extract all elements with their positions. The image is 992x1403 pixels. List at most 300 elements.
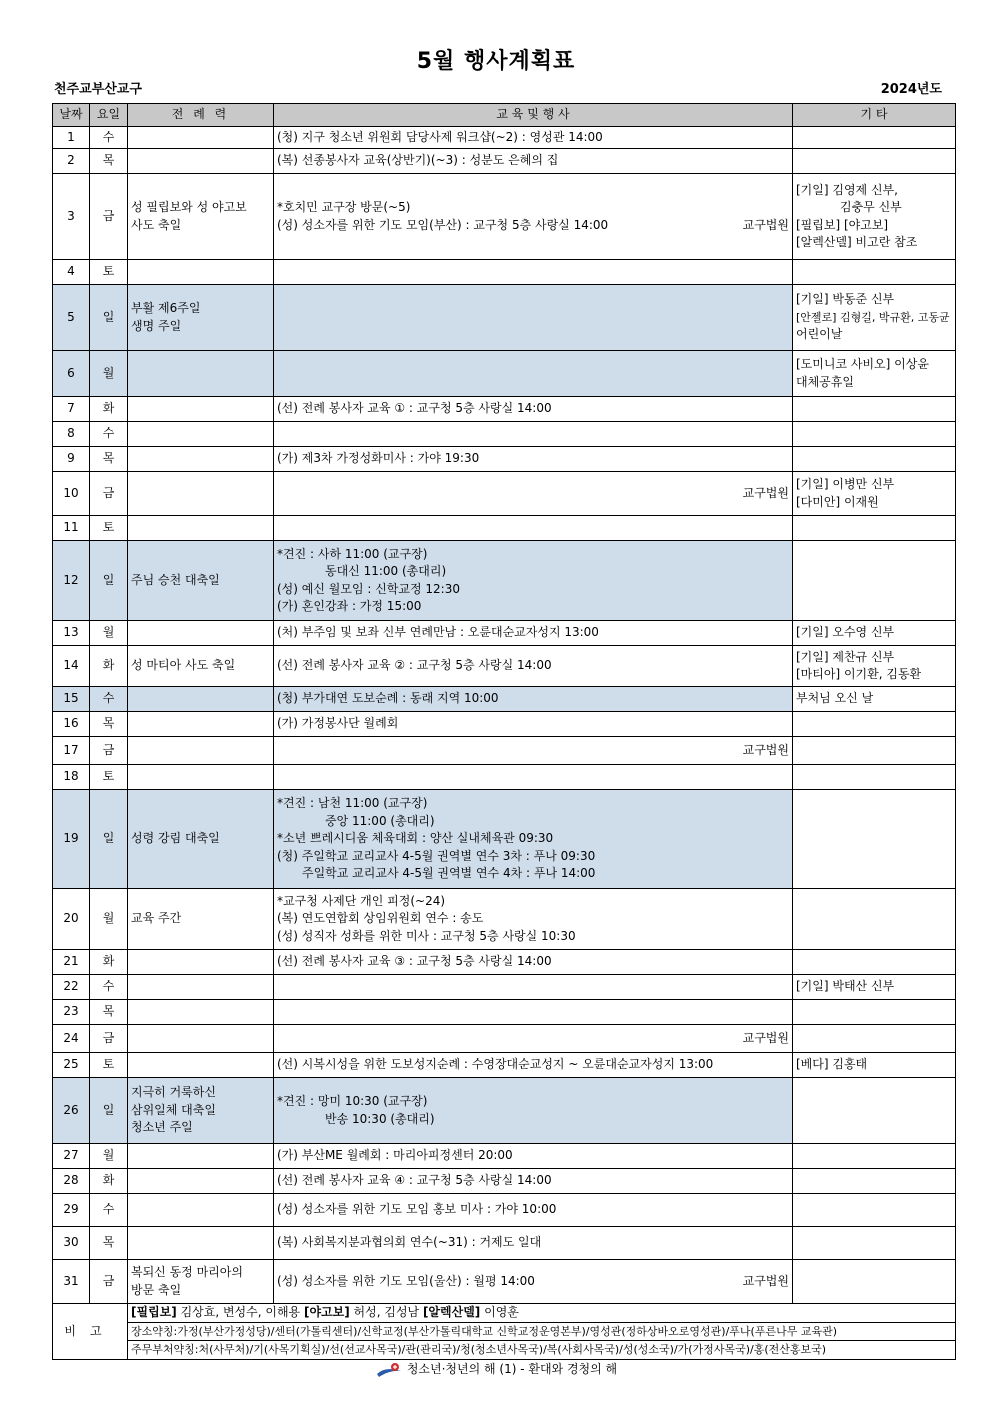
table-row: [53, 1260, 956, 1304]
cell-events: [274, 975, 793, 1000]
cell-events: [274, 422, 793, 447]
cell-date: 15: [53, 687, 90, 712]
cell-day-of-week: 금: [90, 472, 128, 516]
cell-other: [793, 1227, 956, 1260]
table-row: [53, 447, 956, 472]
event-line: [277, 217, 789, 235]
liturgy-line: 생명 주일: [131, 318, 182, 333]
cell-other: [793, 621, 956, 646]
cell-date: 16: [53, 712, 90, 737]
cell-date: 23: [53, 1000, 90, 1025]
cell-date: 9: [53, 447, 90, 472]
event-text: (가) 제3차 가정성화미사 : 가야 19:30: [277, 451, 480, 466]
cell-day-of-week: 화: [90, 397, 128, 422]
table-row: [53, 975, 956, 1000]
liturgy-line: 삼위일체 대축일: [131, 1102, 216, 1117]
cell-other: [793, 174, 956, 260]
cell-liturgy: [128, 260, 274, 285]
cell-date: 11: [53, 516, 90, 541]
event-line: [277, 1147, 789, 1165]
cell-events: [274, 889, 793, 950]
event-line: [277, 199, 789, 217]
event-line: [277, 450, 789, 468]
table-row: [53, 1227, 956, 1260]
cell-day-of-week: 금: [90, 737, 128, 765]
cell-liturgy: [128, 127, 274, 149]
table-header-row: [53, 104, 956, 127]
table-row: [53, 889, 956, 950]
cell-liturgy: [128, 1227, 274, 1260]
cell-events: [274, 1194, 793, 1227]
event-text: 주일학교 교리교사 4-5월 권역별 연수 4차 : 푸나 14:00: [302, 866, 596, 881]
cell-other: [793, 422, 956, 447]
event-line: [277, 1093, 789, 1111]
cell-other: [793, 1053, 956, 1078]
other-line: 어린이날: [796, 327, 843, 342]
event-line: [277, 563, 789, 581]
notes-fragment: 김상효, 변성수, 이해용: [176, 1305, 304, 1319]
cell-other: [793, 472, 956, 516]
cell-events: [274, 472, 793, 516]
event-text: (선) 시복시성을 위한 도보성지순례 : 수영장대순교성지 ~ 오륜대순교자성지 13:00: [277, 1057, 714, 1072]
event-text: (처) 부주임 및 보좌 신부 연례만남 : 오륜대순교자성지 13:00: [277, 625, 599, 640]
cell-liturgy: [128, 149, 274, 174]
cell-day-of-week: 수: [90, 687, 128, 712]
event-text: *소년 쁘레시디움 체육대회 : 양산 실내체육관 09:30: [277, 831, 554, 846]
event-text: (청) 주일학교 교리교사 4-5월 권역별 연수 3차 : 푸나 09:30: [277, 848, 596, 863]
event-line: [277, 953, 789, 971]
cell-liturgy: [128, 447, 274, 472]
cell-date: 22: [53, 975, 90, 1000]
cell-other: [793, 1078, 956, 1144]
event-line: [277, 1273, 789, 1291]
table-row: [53, 765, 956, 790]
event-line: [277, 1201, 789, 1219]
cell-day-of-week: 화: [90, 646, 128, 687]
event-text: *호치민 교구장 방문(~5): [277, 200, 411, 214]
header-liturgy: 전 례 력: [128, 104, 274, 127]
header-other: 기 타: [793, 104, 956, 127]
cell-other: [793, 646, 956, 687]
cell-liturgy: [128, 1144, 274, 1169]
other-line: 김충무 신부: [840, 200, 902, 214]
cell-other: [793, 1144, 956, 1169]
cell-events: [274, 687, 793, 712]
other-line: [다미안] 이재원: [796, 494, 879, 509]
table-row: [53, 174, 956, 260]
cell-liturgy: [128, 1053, 274, 1078]
event-line: [277, 690, 789, 708]
cell-date: 10: [53, 472, 90, 516]
event-line: [277, 865, 789, 883]
cell-liturgy: [128, 1025, 274, 1053]
cell-day-of-week: 수: [90, 127, 128, 149]
event-line: [277, 598, 789, 616]
event-line: [277, 546, 789, 564]
cell-liturgy: [128, 1000, 274, 1025]
page-title: 5월 행사계획표: [416, 49, 576, 74]
cell-date: 12: [53, 541, 90, 621]
header-date: 날짜: [53, 104, 90, 127]
other-line: 대체공휴일: [796, 374, 854, 389]
event-text: (가) 혼인강좌 : 가정 15:00: [277, 599, 422, 613]
cell-liturgy: [128, 621, 274, 646]
other-line: [필립보] [야고보]: [796, 217, 889, 232]
cell-events: [274, 712, 793, 737]
table-row: [53, 149, 956, 174]
notes-line-1: [128, 1304, 956, 1323]
cell-other: [793, 1169, 956, 1194]
cell-events: [274, 950, 793, 975]
event-text: (청) 지구 청소년 위원회 담당사제 워크샵(~2) : 영성관 14:00: [277, 129, 603, 144]
cell-other: [793, 397, 956, 422]
cell-events: [274, 174, 793, 260]
table-row: [53, 260, 956, 285]
cell-date: 21: [53, 950, 90, 975]
event-text: *견진 : 사하 11:00 (교구장): [277, 546, 428, 561]
cell-other: [793, 975, 956, 1000]
liturgy-line: 복되신 동정 마리아의: [131, 1265, 243, 1279]
cell-date: 18: [53, 765, 90, 790]
event-line: [277, 657, 789, 675]
cell-date: 1: [53, 127, 90, 149]
notes-line-2: 장소약칭:가정(부산가정성당)/센터(가톨릭센터)/신학교정(부산가톨릭대학교 신학교정운영본부)/영성관(정하상바오로영성관)/푸나(푸른나무 교육관): [128, 1322, 956, 1341]
cell-date: 28: [53, 1169, 90, 1194]
table-row: [53, 1144, 956, 1169]
cell-day-of-week: 월: [90, 889, 128, 950]
event-text: (선) 전례 봉사자 교육 ④ : 교구청 5층 사랑실 14:00: [277, 1173, 552, 1188]
table-row: [53, 351, 956, 397]
cell-date: 20: [53, 889, 90, 950]
cell-day-of-week: 화: [90, 1169, 128, 1194]
notes-line-3: 주무부처약칭:처(사무처)/기(사목기획실)/선(선교사목국)/관(관리국)/청(청소년사목국)/복(사회사목국)/성(성소국)/가(가정사목국)/홍(전산홍보국): [128, 1341, 956, 1360]
event-text: (성) 성소자를 위한 기도 모임(부산) : 교구청 5층 사랑실 14:00: [277, 217, 609, 232]
year-label: 2024년도: [880, 82, 942, 97]
liturgy-line: 사도 축일: [131, 217, 182, 232]
cell-events: [274, 1078, 793, 1144]
liturgy-line: 청소년 주일: [131, 1120, 193, 1135]
notes-fragment: 허성, 김성남: [349, 1305, 423, 1319]
other-line: [알렉산델] 비고란 참조: [796, 235, 918, 249]
cell-date: 3: [53, 174, 90, 260]
cell-date: 29: [53, 1194, 90, 1227]
cell-events: [274, 1169, 793, 1194]
cell-date: 27: [53, 1144, 90, 1169]
cell-day-of-week: 금: [90, 1260, 128, 1304]
table-row: [53, 1169, 956, 1194]
cell-day-of-week: 일: [90, 1078, 128, 1144]
table-row: [53, 646, 956, 687]
event-line: [277, 1111, 789, 1129]
cell-other: [793, 285, 956, 351]
event-line: [277, 928, 789, 946]
notes-section: [53, 1304, 956, 1360]
cell-day-of-week: 월: [90, 1144, 128, 1169]
cell-day-of-week: 일: [90, 285, 128, 351]
table-row: [53, 516, 956, 541]
cell-events: [274, 285, 793, 351]
cell-other: [793, 1000, 956, 1025]
event-right-note: 교구법원: [742, 486, 789, 500]
table-row: [53, 712, 956, 737]
cell-other: [793, 889, 956, 950]
event-text: 동대신 11:00 (총대리): [325, 564, 447, 578]
header-events: 교 육 및 행 사: [274, 104, 793, 127]
event-line: [277, 910, 789, 928]
cell-events: [274, 541, 793, 621]
event-text: *견진 : 망미 10:30 (교구장): [277, 1094, 428, 1108]
other-line: [마티아] 이기환, 김동환: [796, 667, 922, 681]
table-row: [53, 422, 956, 447]
cell-date: 6: [53, 351, 90, 397]
cell-liturgy: [128, 351, 274, 397]
notes-fragment: [알렉산델]: [422, 1305, 481, 1319]
table-row: [53, 127, 956, 149]
cell-date: 17: [53, 737, 90, 765]
cell-events: [274, 1053, 793, 1078]
cell-events: [274, 260, 793, 285]
event-text: (선) 전례 봉사자 교육 ③ : 교구청 5층 사랑실 14:00: [277, 954, 552, 969]
cell-liturgy: [128, 889, 274, 950]
cell-events: [274, 149, 793, 174]
cell-day-of-week: 목: [90, 1227, 128, 1260]
event-text: (성) 성직자 성화를 위한 미사 : 교구청 5층 사랑실 10:30: [277, 928, 576, 943]
event-text: *견진 : 남천 11:00 (교구장): [277, 796, 428, 811]
cell-date: 8: [53, 422, 90, 447]
diocese-logo-icon: [375, 1362, 403, 1378]
event-text: (성) 예신 월모임 : 신학교정 12:30: [277, 581, 460, 596]
event-text: (선) 전례 봉사자 교육 ② : 교구청 5층 사랑실 14:00: [277, 658, 552, 673]
cell-liturgy: [128, 1169, 274, 1194]
cell-events: [274, 397, 793, 422]
event-line: [277, 893, 789, 911]
event-line: [277, 848, 789, 866]
event-line: [277, 742, 789, 759]
notes-fragment: [야고보]: [303, 1305, 350, 1319]
cell-liturgy: [128, 712, 274, 737]
event-text: (성) 성소자를 위한 기도 모임(울산) : 월평 14:00: [277, 1273, 535, 1288]
cell-other: [793, 737, 956, 765]
cell-day-of-week: 일: [90, 541, 128, 621]
event-line: [277, 152, 789, 170]
cell-day-of-week: 목: [90, 149, 128, 174]
organization-name: 천주교부산교구: [54, 82, 142, 97]
table-row: [53, 1025, 956, 1053]
event-text: (가) 부산ME 월례회 : 마리아피정센터 20:00: [277, 1148, 513, 1163]
event-line: [277, 1172, 789, 1190]
event-text: (복) 연도연합회 상임위원회 연수 : 송도: [277, 911, 484, 926]
other-line: [베다] 김홍태: [796, 1057, 868, 1072]
event-line: [277, 1234, 789, 1252]
event-text: (복) 선종봉사자 교육(상반기)(~3) : 성분도 은혜의 집: [277, 153, 559, 168]
cell-other: [793, 541, 956, 621]
table-row: [53, 737, 956, 765]
cell-events: [274, 737, 793, 765]
event-line: [277, 485, 789, 502]
table-row: [53, 1078, 956, 1144]
liturgy-line: 성 마티아 사도 축일: [131, 658, 236, 673]
cell-events: [274, 447, 793, 472]
cell-date: 19: [53, 790, 90, 889]
cell-liturgy: [128, 790, 274, 889]
cell-liturgy: [128, 1194, 274, 1227]
footer: [0, 1360, 992, 1378]
other-line: [안젤로] 김형길, 박규환, 고동균: [796, 310, 950, 324]
notes-fragment: 이영훈: [480, 1305, 519, 1319]
cell-day-of-week: 수: [90, 422, 128, 447]
cell-date: 7: [53, 397, 90, 422]
event-text: 중앙 11:00 (총대리): [325, 813, 435, 828]
cell-date: 13: [53, 621, 90, 646]
cell-liturgy: [128, 422, 274, 447]
cell-other: [793, 516, 956, 541]
event-line: [277, 1056, 789, 1074]
event-line: [277, 129, 789, 147]
other-line: [기일] 제찬규 신부: [796, 649, 895, 664]
liturgy-line: 방문 축일: [131, 1282, 182, 1297]
header-day-of-week: 요일: [90, 104, 128, 127]
notes-label: 비고: [53, 1304, 128, 1360]
cell-other: [793, 447, 956, 472]
cell-events: [274, 1000, 793, 1025]
cell-date: 14: [53, 646, 90, 687]
cell-date: 31: [53, 1260, 90, 1304]
cell-other: [793, 351, 956, 397]
event-line: [277, 581, 789, 599]
cell-liturgy: [128, 397, 274, 422]
cell-other: [793, 790, 956, 889]
cell-liturgy: [128, 950, 274, 975]
event-line: [277, 813, 789, 831]
liturgy-line: 지극히 거룩하신: [131, 1085, 216, 1100]
cell-day-of-week: 화: [90, 950, 128, 975]
cell-events: [274, 1260, 793, 1304]
cell-date: 4: [53, 260, 90, 285]
cell-date: 2: [53, 149, 90, 174]
table-row: [53, 472, 956, 516]
cell-liturgy: [128, 1078, 274, 1144]
cell-day-of-week: 목: [90, 447, 128, 472]
cell-other: [793, 260, 956, 285]
cell-liturgy: [128, 541, 274, 621]
cell-day-of-week: 금: [90, 1025, 128, 1053]
cell-liturgy: [128, 975, 274, 1000]
cell-day-of-week: 수: [90, 975, 128, 1000]
cell-events: [274, 516, 793, 541]
cell-day-of-week: 토: [90, 260, 128, 285]
cell-date: 5: [53, 285, 90, 351]
liturgy-line: 주님 승천 대축일: [131, 572, 220, 587]
cell-events: [274, 1227, 793, 1260]
cell-day-of-week: 금: [90, 174, 128, 260]
cell-events: [274, 765, 793, 790]
table-row: [53, 1000, 956, 1025]
cell-day-of-week: 월: [90, 621, 128, 646]
liturgy-line: 성령 강림 대축일: [131, 831, 220, 846]
other-line: [기일] 박동준 신부: [796, 292, 895, 307]
table-row: [53, 790, 956, 889]
cell-liturgy: [128, 646, 274, 687]
cell-other: [793, 712, 956, 737]
cell-date: 24: [53, 1025, 90, 1053]
event-line: [277, 830, 789, 848]
event-text: *교구청 사제단 개인 피정(~24): [277, 893, 446, 908]
event-text: (청) 부가대연 도보순례 : 동래 지역 10:00: [277, 691, 499, 706]
cell-liturgy: [128, 1260, 274, 1304]
table-row: [53, 1194, 956, 1227]
cell-other: [793, 687, 956, 712]
cell-day-of-week: 월: [90, 351, 128, 397]
liturgy-line: 부활 제6주일: [131, 301, 201, 315]
event-text: 반송 10:30 (총대리): [325, 1111, 435, 1126]
cell-other: [793, 127, 956, 149]
event-line: [277, 624, 789, 642]
cell-liturgy: [128, 765, 274, 790]
event-text: (성) 성소자를 위한 기도 모임 홍보 미사 : 가야 10:00: [277, 1202, 557, 1217]
cell-day-of-week: 토: [90, 516, 128, 541]
table-row: [53, 285, 956, 351]
cell-liturgy: [128, 174, 274, 260]
cell-date: 30: [53, 1227, 90, 1260]
other-line: 부처님 오신 날: [796, 691, 874, 706]
cell-events: [274, 1144, 793, 1169]
table-row: [53, 950, 956, 975]
cell-date: 26: [53, 1078, 90, 1144]
cell-liturgy: [128, 516, 274, 541]
cell-other: [793, 1025, 956, 1053]
event-line: [277, 715, 789, 733]
cell-date: 25: [53, 1053, 90, 1078]
cell-events: [274, 790, 793, 889]
table-row: [53, 541, 956, 621]
cell-day-of-week: 일: [90, 790, 128, 889]
cell-other: [793, 765, 956, 790]
event-right-note: 교구법원: [742, 217, 789, 232]
schedule-table: [52, 103, 956, 1360]
schedule-body: [53, 127, 956, 1304]
event-text: (선) 전례 봉사자 교육 ① : 교구청 5층 사랑실 14:00: [277, 401, 552, 416]
notes-fragment: [필립보]: [131, 1305, 177, 1319]
cell-day-of-week: 토: [90, 1053, 128, 1078]
cell-liturgy: [128, 687, 274, 712]
cell-other: [793, 1194, 956, 1227]
event-text: (가) 가정봉사단 월례회: [277, 716, 399, 731]
cell-events: [274, 646, 793, 687]
table-row: [53, 687, 956, 712]
event-line: [277, 400, 789, 418]
cell-day-of-week: 목: [90, 1000, 128, 1025]
cell-events: [274, 351, 793, 397]
event-right-note: 교구법원: [742, 1031, 789, 1045]
cell-liturgy: [128, 472, 274, 516]
event-right-note: 교구법원: [742, 1273, 789, 1288]
event-right-note: 교구법원: [742, 743, 789, 757]
footer-text: 청소년·청년의 해 (1) - 환대와 경청의 해: [406, 1362, 618, 1376]
cell-other: [793, 950, 956, 975]
other-line: [기일] 이병만 신부: [796, 477, 895, 491]
other-line: [도미니코 사비오] 이상윤: [796, 357, 929, 371]
table-row: [53, 621, 956, 646]
liturgy-line: 성 필립보와 성 야고보: [131, 200, 247, 214]
cell-liturgy: [128, 285, 274, 351]
event-line: [277, 1030, 789, 1047]
cell-day-of-week: 토: [90, 765, 128, 790]
cell-events: [274, 1025, 793, 1053]
cell-liturgy: [128, 737, 274, 765]
other-line: [기일] 오수영 신부: [796, 625, 895, 640]
cell-other: [793, 1260, 956, 1304]
event-text: (복) 사회복지분과협의회 연수(~31) : 거제도 일대: [277, 1235, 542, 1250]
